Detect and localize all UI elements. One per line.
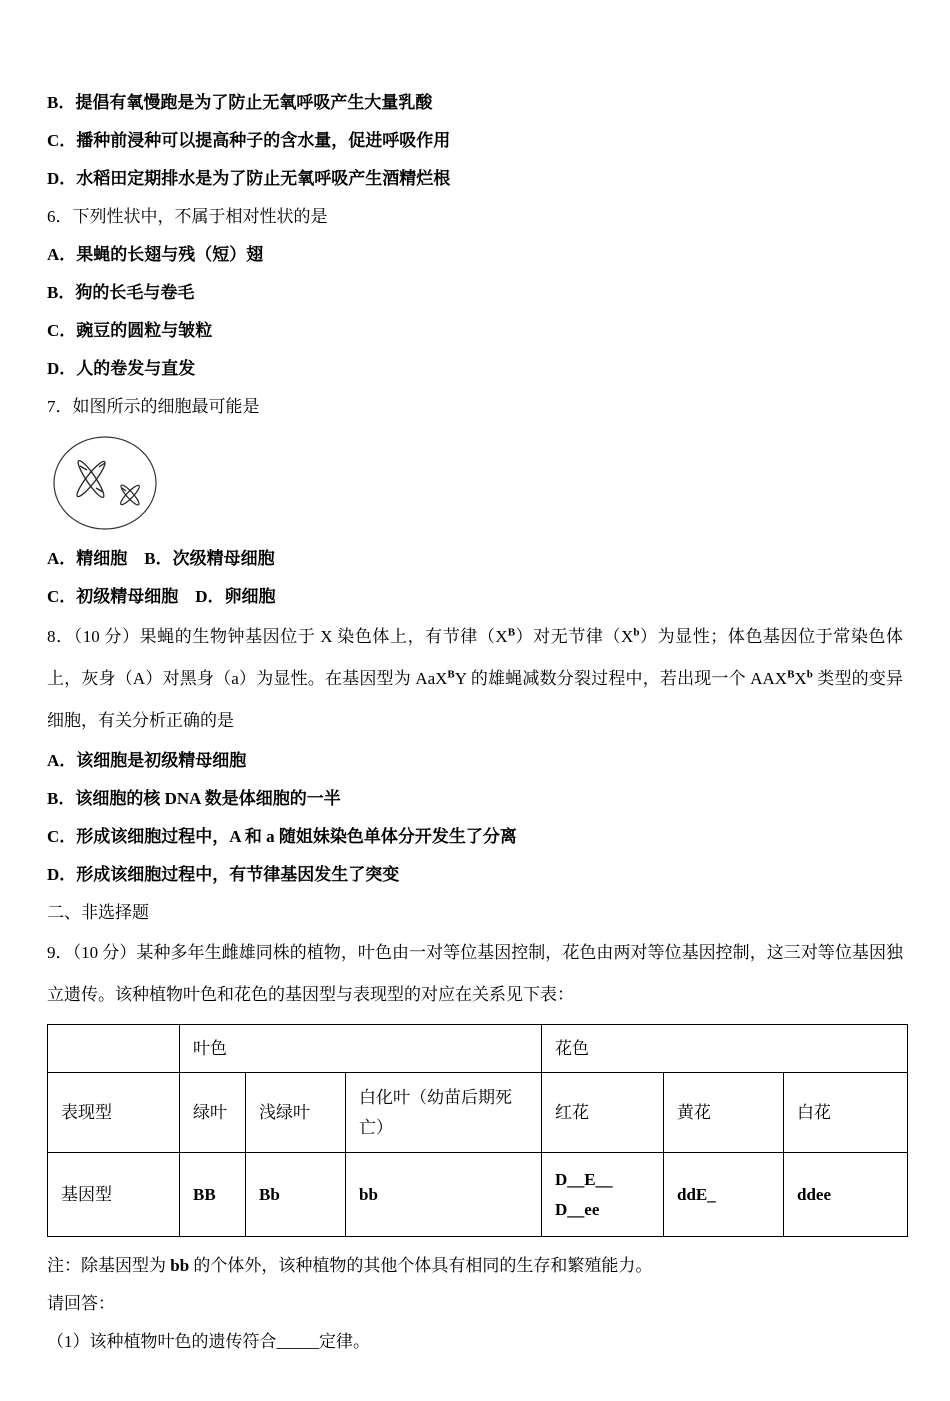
large-chromosome — [74, 458, 108, 500]
question-6-stem: 6．下列性状中，不属于相对性状的是 — [47, 207, 328, 226]
option-line: C．播种前浸种可以提高种子的含水量，促进呼吸作用 — [47, 131, 451, 150]
table-cell-phenotype: 绿叶 — [180, 1073, 246, 1153]
superscript: B — [447, 668, 455, 681]
option-line: A．精细胞 B．次级精母细胞 — [47, 549, 275, 568]
table-cell-phenotype: 黄花 — [664, 1073, 784, 1153]
table-cell-genotype: Bb — [246, 1153, 346, 1237]
option-line: C．形成该细胞过程中，A 和 a 随姐妹染色单体分开发生了分离 — [47, 827, 517, 846]
superscript: b — [633, 626, 640, 639]
question-9-stem: 9．（10 分）某种多年生雌雄同株的植物，叶色由一对等位基因控制，花色由两对等位基因控制，这三对等位基因独立遗传。该种植物叶色和花色的基因型与表现型的对应在关系见下表： — [47, 943, 903, 1004]
note-text: 注：除基因型为 — [47, 1256, 171, 1275]
stem-text: Y 的雄蝇减数分裂过程中，若出现一个 AAX — [454, 669, 788, 688]
option-line: D．人的卷发与直发 — [47, 359, 196, 378]
note-text: 的个体外，该种植物的其他个体具有相同的生存和繁殖能力。 — [189, 1256, 653, 1275]
table-note — [47, 1247, 903, 1285]
stem-text: X — [794, 669, 807, 688]
superscript: B — [507, 626, 516, 639]
stem-text: ）为显性；体色基因位于常染色体上，灰身（A）对黑身（a）为显性。在基因型为 AaX — [47, 627, 904, 688]
table-cell-phenotype: 白化叶（幼苗后期死亡） — [346, 1073, 542, 1153]
table-row-label-phenotype: 表现型 — [48, 1073, 180, 1153]
option-line: C．初级精母细胞 D．卵细胞 — [47, 587, 276, 606]
table-header-flower-color: 花色 — [542, 1025, 908, 1073]
genotype-line: D__ee — [555, 1199, 600, 1219]
superscript: b — [806, 668, 813, 681]
option-line: D．形成该细胞过程中，有节律基因发生了突变 — [47, 865, 400, 884]
option-line: C．豌豆的圆粒与皱粒 — [47, 321, 213, 340]
note-genotype: bb — [170, 1256, 190, 1275]
please-answer-label: 请回答： — [47, 1294, 115, 1313]
table-corner-cell — [48, 1025, 180, 1073]
cell-diagram — [51, 432, 903, 534]
table-header-leaf-color: 叶色 — [180, 1025, 542, 1073]
table-cell-genotype — [542, 1153, 664, 1237]
option-line: B．提倡有氧慢跑是为了防止无氧呼吸产生大量乳酸 — [47, 93, 433, 112]
section-heading: 二、非选择题 — [47, 903, 149, 922]
genotype-line: D__E__ — [555, 1169, 613, 1189]
question-7-stem: 7．如图所示的细胞最可能是 — [47, 397, 260, 416]
option-line: B．狗的长毛与卷毛 — [47, 283, 195, 302]
table-cell-phenotype: 白花 — [784, 1073, 908, 1153]
stem-text: 8．（10 分）果蝇的生物钟基因位于 X 染色体上，有节律（X — [47, 627, 508, 646]
table-cell-genotype: BB — [180, 1153, 246, 1237]
cell-diagram-svg — [51, 432, 163, 534]
genotype-phenotype-table — [47, 1024, 908, 1237]
small-chromosome — [119, 483, 142, 507]
table-cell-phenotype: 浅绿叶 — [246, 1073, 346, 1153]
table-cell-genotype: ddE_ — [664, 1153, 784, 1237]
table-cell-phenotype: 红花 — [542, 1073, 664, 1153]
table-cell-genotype: ddee — [784, 1153, 908, 1237]
sub-question-1: （1）该种植物叶色的遗传符合_____定律。 — [47, 1332, 370, 1351]
option-line: B．该细胞的核 DNA 数是体细胞的一半 — [47, 789, 341, 808]
option-line: A．果蝇的长翅与残（短）翅 — [47, 245, 264, 264]
stem-text: 类型的变异细胞，有关分析正确的是 — [47, 669, 904, 730]
question-8-stem — [47, 616, 903, 742]
superscript: B — [787, 668, 795, 681]
stem-text: ）对无节律（X — [515, 627, 634, 646]
table-cell-genotype: bb — [346, 1153, 542, 1237]
option-line: A．该细胞是初级精母细胞 — [47, 751, 247, 770]
option-line: D．水稻田定期排水是为了防止无氧呼吸产生酒精烂根 — [47, 169, 451, 188]
table-row-label-genotype: 基因型 — [48, 1153, 180, 1237]
